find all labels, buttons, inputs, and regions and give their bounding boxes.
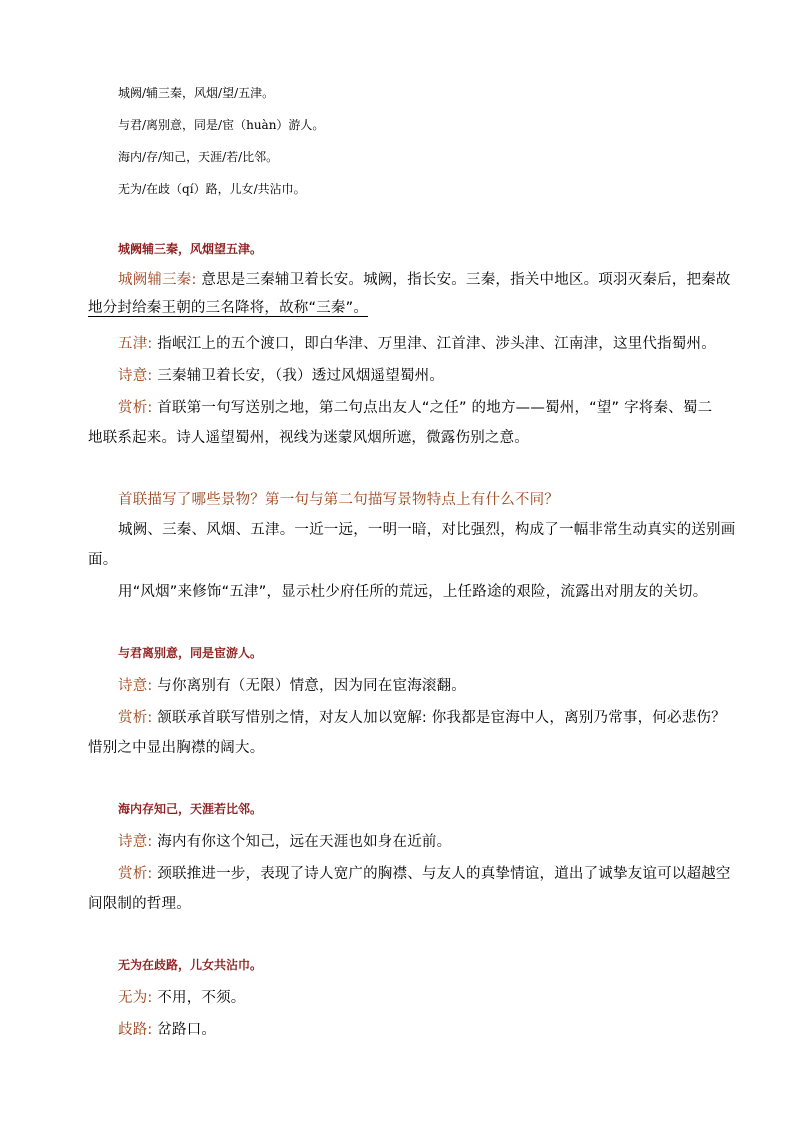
term-text: 不用，不须。 [152,990,246,1006]
annotation-line [118,862,731,883]
annotation-line [118,268,731,289]
answer-line: 城阙、三秦、风烟、五津。一近一远，一明一暗，对比强烈，构成了一幅非常生动真实的送别画 [118,522,736,538]
answer-line: 用“风烟”来修饰“五津”，显示杜少府任所的荒远，上任路途的艰险，流露出对朋友的关切。 [118,584,708,600]
verse-heading: 城阙辅三秦，风烟望五津。 [118,242,263,256]
annotation-line [118,1018,216,1039]
term-label: 歧路: [118,1022,153,1038]
poem-line: 海内/存/知己，天涯/若/比邻。 [118,150,279,164]
annotation-line [118,986,246,1007]
annotation-line [118,706,726,727]
annotation-line [88,296,368,317]
poem-line: 与君/离别意，同是/宦（huàn）游人。 [118,118,325,132]
answer-line: 面。 [88,552,118,568]
term-text: 颔联承首联写惜别之情，对友人加以宽解: 你我都是宦海中人，离别乃常事，何必悲伤？ [152,710,726,726]
annotation-line: 惜别之中显出胸襟的阔大。 [88,740,265,756]
annotation-line [118,396,712,417]
term-text: 首联第一句写送别之地，第二句点出友人“之任” 的地方——蜀州，“望” 字将秦、蜀二 [152,400,713,416]
annotation-line: 间限制的哲理。 [88,896,191,912]
verse-heading: 与君离别意，同是宦游人。 [118,646,263,660]
term-text-cont: 地分封给秦王朝的三名降将，故称“三秦”。 [88,300,369,316]
term-label: 诗意: [118,368,153,384]
term-text: 指岷江上的五个渡口，即白华津、万里津、江首津、涉头津、江南津，这里代指蜀州。 [152,336,716,352]
term-label: 无为: [118,990,153,1006]
term-label: 五津: [118,336,153,352]
term-text: 颈联推进一步，表现了诗人宽广的胸襟、与友人的真挚情谊，道出了诚挚友谊可以超越空 [152,866,731,882]
annotation-line: 地联系起来。诗人遥望蜀州，视线为迷蒙风烟所遮，微露伤别之意。 [88,430,529,446]
annotation-line [118,332,716,353]
term-label: 赏析: [118,866,153,882]
term-text: 三秦辅卫着长安，（我）透过风烟遥望蜀州。 [152,368,445,384]
term-label: 诗意: [118,834,153,850]
term-text: 海内有你这个知己，远在天涯也如身在近前。 [152,834,452,850]
term-label: 诗意: [118,678,153,694]
term-label: 城阙辅三秦: [118,272,197,288]
annotation-line [118,364,444,385]
question-heading: 首联描写了哪些景物？第一句与第二句描写景物特点上有什么不同？ [118,492,559,508]
verse-heading: 无为在歧路，儿女共沾巾。 [118,958,263,972]
term-text: 意思是三秦辅卫着长安。城阙，指长安。三秦，指关中地区。项羽灭秦后，把秦故 [196,272,731,288]
annotation-line [118,830,451,851]
term-label: 赏析: [118,400,153,416]
annotation-line [118,674,466,695]
verse-heading: 海内存知己，天涯若比邻。 [118,802,263,816]
term-text: 岔路口。 [152,1022,217,1038]
poem-line: 无为/在歧（qí）路，儿女/共沾巾。 [118,182,306,196]
poem-line: 城阙/辅三秦，风烟/望/五津。 [118,86,275,100]
term-label: 赏析: [118,710,153,726]
term-text: 与你离别有（无限）情意，因为同在宦海滚翻。 [152,678,467,694]
